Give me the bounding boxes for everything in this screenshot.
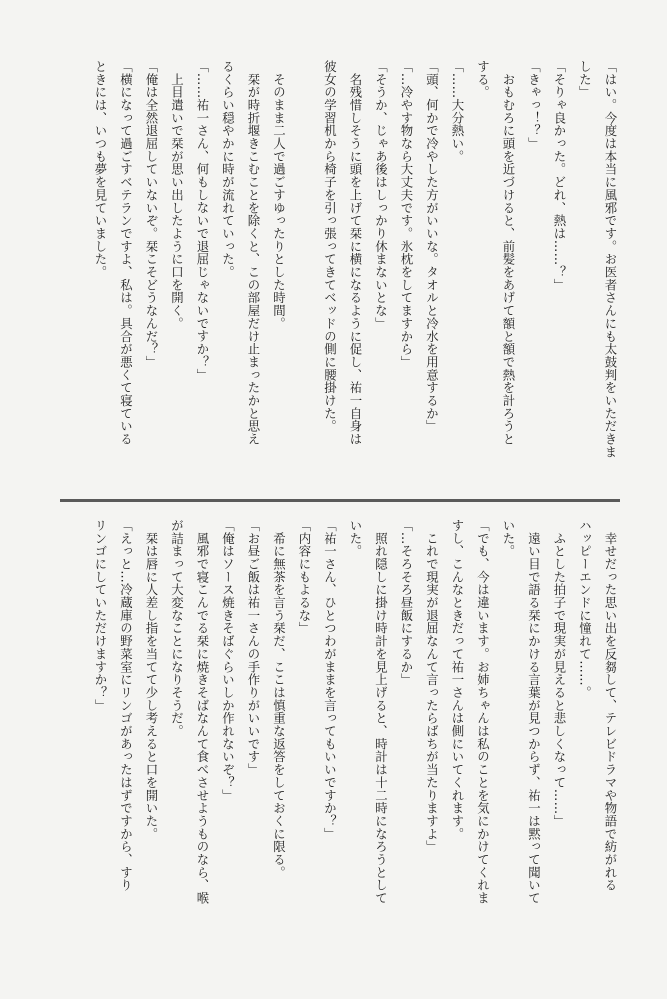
- text-line: 「……祐一さん、何もしないで退屈じゃないですか？」: [195, 60, 210, 382]
- text-line: いた。: [501, 519, 516, 558]
- text-line: リンゴにしていただけますか？」: [93, 519, 108, 712]
- text-line: これで現実が退屈なんて言ったらばちが当たりますよ」: [424, 519, 440, 854]
- text-line: した」: [577, 60, 593, 99]
- text-line: 栞は唇に人差し指を当てて少し考えると口を開いた。: [144, 519, 159, 841]
- text-line: が詰まって大変なことになりそうだ。: [169, 519, 185, 738]
- text-line: 「祐一さん、ひとつわがままを言ってもいいですか？」: [322, 519, 338, 841]
- text-line: 照れ隠しに掛け時計を見上げると、時計は十二時になろうとして: [373, 519, 389, 905]
- text-line: そのまま二人で過ごすゆったりとした時間。: [271, 60, 287, 330]
- text-line: する。: [475, 60, 491, 99]
- text-line: 遠い目で語る栞にかける言葉が見つからず、祐一は黙って聞いて: [526, 519, 542, 905]
- text-line: すし、こんなときだって祐一さんは側にいてくれます。: [450, 519, 465, 841]
- text-line: 「…そろそろ昼飯にするか」: [399, 519, 414, 687]
- text-line: るくらい穏やかに時が流れていった。: [220, 60, 236, 279]
- text-line: 「俺はソース焼きそばぐらいしか作れないぞ？」: [220, 519, 236, 802]
- text-line: ときには、いつも夢を見ていました。: [93, 60, 108, 279]
- text-line: 名残惜しそうに頭を上げて栞に横になるように促し、祐一自身は: [348, 60, 363, 446]
- text-line: 「…冷やす物なら大丈夫です。氷枕をしてますから」: [399, 60, 414, 369]
- upper-text-block: [43, 60, 623, 488]
- text-line: 風邪で寝こんでる栞に焼きそばなんて食べさせようものなら、喉: [195, 519, 210, 905]
- text-line: 「きゃっ！？」: [526, 60, 542, 150]
- text-line: いた。: [348, 519, 363, 558]
- text-line: 希に無茶を言う栞だ、ここは慎重な返答をしておくに限る。: [271, 519, 287, 879]
- text-line: 彼女の学習机から椅子を引っ張ってきてベッドの側に腰掛けた。: [322, 60, 338, 433]
- section-divider: [60, 499, 620, 502]
- text-line: 栞が時折堰きこむことを除くと、この部屋だけ止まったかと思え: [246, 60, 261, 446]
- text-line: ふとした拍子で現実が見えると悲しくなって……」: [552, 519, 567, 828]
- text-line: 幸せだった思い出を反芻して、テレビドラマや物語で紡がれる: [603, 519, 618, 892]
- lower-text-block: [43, 519, 623, 939]
- text-line: 「お昼ご飯は祐一さんの手作りがいいです」: [246, 519, 261, 776]
- text-line: [292, 60, 318, 488]
- text-line: 「でも、今は違います。お姉ちゃんは私のことを気にかけてくれま: [475, 519, 491, 905]
- text-line: 「横になって過ごすベテランですよ、私は。具合が悪くて寝ている: [118, 60, 134, 446]
- text-line: 「……大分熱い。: [450, 60, 465, 163]
- text-line: 「そりゃ良かった。どれ、熱は……？」: [552, 60, 567, 292]
- text-line: 「はい。今度は本当に風邪です。お医者さんにも太鼓判をいただきま: [603, 60, 618, 459]
- text-line: 上目遣いで栞が思い出したように口を開く。: [169, 60, 185, 330]
- text-line: 「そうか、じゃあ後はしっかり休まないとな」: [373, 60, 389, 330]
- text-line: おもむろに頭を近づけると、前髪をあげて額と額で熱を計ろうと: [501, 60, 516, 446]
- text-line: 「頭、何かで冷やした方がいいな。タオルと冷水を用意するか」: [424, 60, 440, 433]
- text-line: ハッピーエンドに憧れて……。: [577, 519, 593, 699]
- text-line: 「えっと…冷蔵庫の野菜室にリンゴがあったはずですから、すり: [118, 519, 134, 892]
- text-line: 「内容にもよるな」: [297, 519, 312, 635]
- text-line: 「俺は全然退屈していないぞ。栞こそどうなんだ？」: [144, 60, 159, 369]
